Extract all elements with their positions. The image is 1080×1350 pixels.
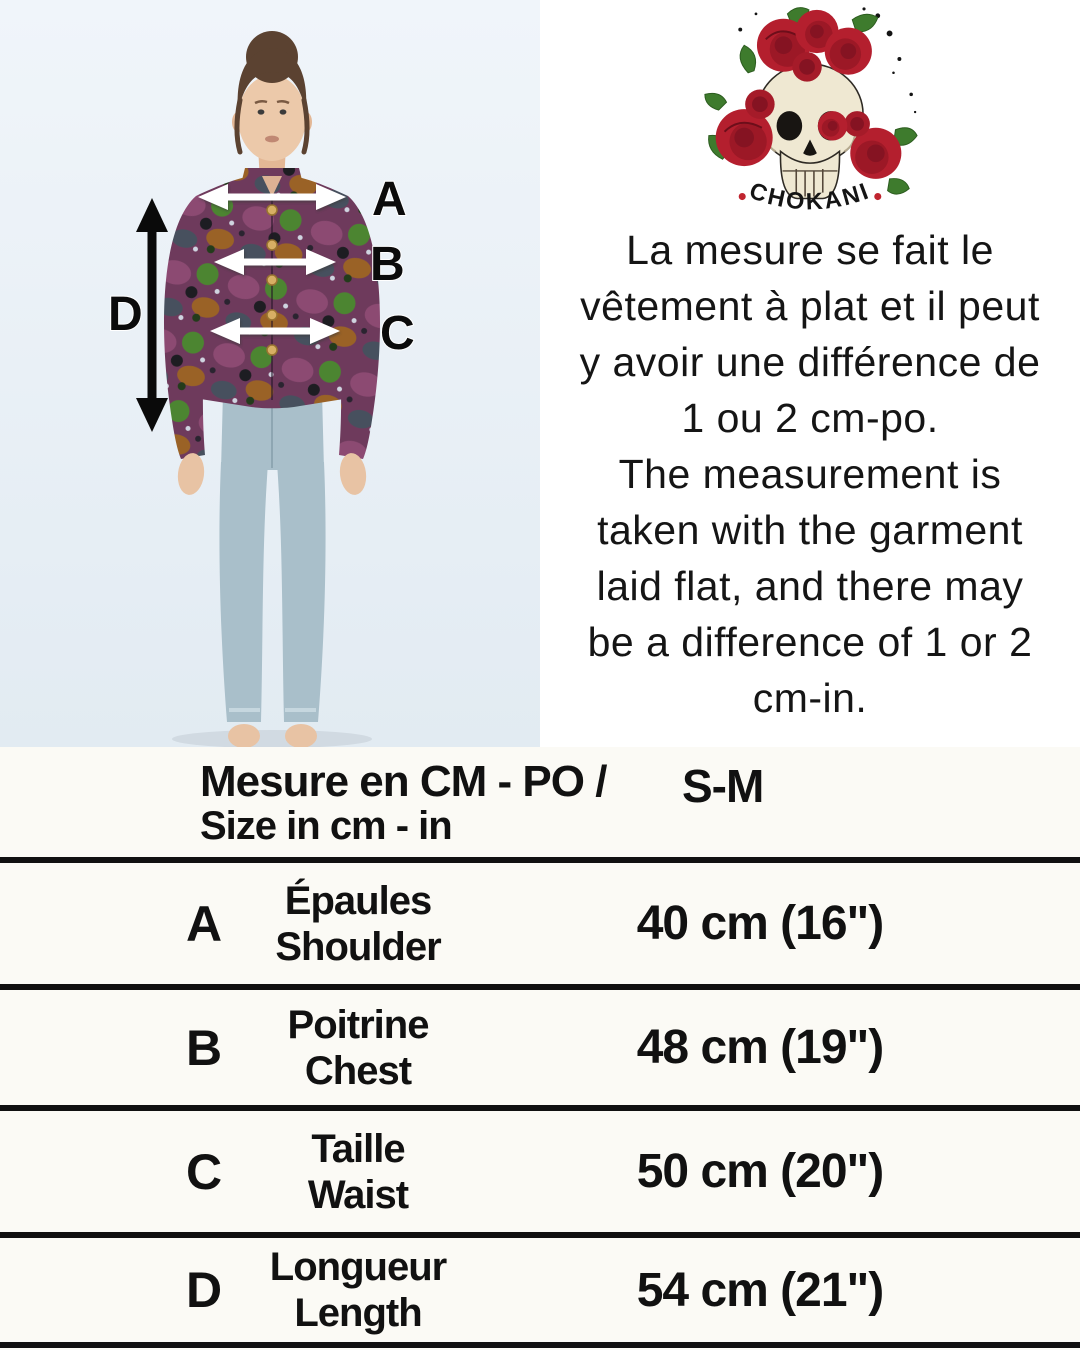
table-title-fr: Mesure en CM - PO / bbox=[200, 757, 607, 806]
label-c: C bbox=[380, 307, 415, 360]
row-letter: C bbox=[185, 1143, 223, 1200]
row-label-fr: Longueur bbox=[269, 1245, 447, 1289]
table-row-chest bbox=[0, 990, 1080, 1105]
row-value: 40 cm (16") bbox=[636, 897, 884, 950]
row-label bbox=[242, 863, 474, 984]
notice-line-en: cm-in. bbox=[752, 675, 868, 721]
table-rule bbox=[0, 1342, 1080, 1348]
row-label-en: Waist bbox=[307, 1172, 409, 1217]
notice-line-fr: La mesure se fait le bbox=[626, 227, 994, 273]
row-label-en: Chest bbox=[304, 1048, 412, 1093]
label-b: B bbox=[370, 238, 405, 291]
table-row-shoulder bbox=[0, 863, 1080, 984]
size-table bbox=[0, 747, 1080, 1350]
notice-line-fr: 1 ou 2 cm-po. bbox=[681, 395, 939, 441]
row-value: 50 cm (20") bbox=[636, 1145, 884, 1198]
logo-dot-right bbox=[874, 193, 881, 200]
notice-line-en: taken with the garment bbox=[597, 507, 1023, 553]
row-label-fr: Poitrine bbox=[287, 1002, 429, 1047]
row-letter: A bbox=[185, 895, 223, 952]
brand-logo bbox=[615, 4, 1005, 226]
label-d: D bbox=[108, 288, 143, 341]
notice-line-en: laid flat, and there may bbox=[596, 563, 1024, 609]
row-label bbox=[242, 990, 474, 1105]
table-row-length bbox=[0, 1238, 1080, 1342]
row-value: 48 cm (19") bbox=[636, 1021, 884, 1074]
brand-name: CHOKANI bbox=[746, 177, 874, 215]
notice-line-en: The measurement is bbox=[618, 451, 1002, 497]
notice-line-en: be a difference of 1 or 2 bbox=[587, 619, 1033, 665]
notice-line-fr: vêtement à plat et il peut bbox=[580, 283, 1040, 329]
row-letter: B bbox=[185, 1019, 223, 1076]
measurement-notice bbox=[545, 222, 1075, 726]
row-label-fr: Épaules bbox=[284, 878, 432, 923]
row-label-en: Shoulder bbox=[275, 924, 441, 969]
floor-shadow bbox=[172, 730, 372, 748]
size-table-header bbox=[200, 759, 1060, 847]
row-label-en: Length bbox=[294, 1291, 422, 1335]
measurement-diagram bbox=[0, 0, 540, 748]
info-panel bbox=[540, 0, 1080, 755]
size-column-header: S-M bbox=[682, 760, 764, 812]
table-title-en: Size in cm - in bbox=[200, 804, 452, 848]
row-label bbox=[242, 1111, 474, 1232]
table-row-waist bbox=[0, 1111, 1080, 1232]
row-label bbox=[242, 1238, 474, 1342]
row-label-fr: Taille bbox=[311, 1126, 405, 1171]
row-letter: D bbox=[185, 1262, 223, 1318]
label-a: A bbox=[372, 173, 407, 226]
logo-dot-left bbox=[739, 193, 746, 200]
notice-line-fr: y avoir une différence de bbox=[579, 339, 1041, 385]
model-photo-panel bbox=[0, 0, 540, 748]
row-value: 54 cm (21") bbox=[636, 1263, 884, 1317]
skull-roses-icon bbox=[705, 7, 917, 198]
